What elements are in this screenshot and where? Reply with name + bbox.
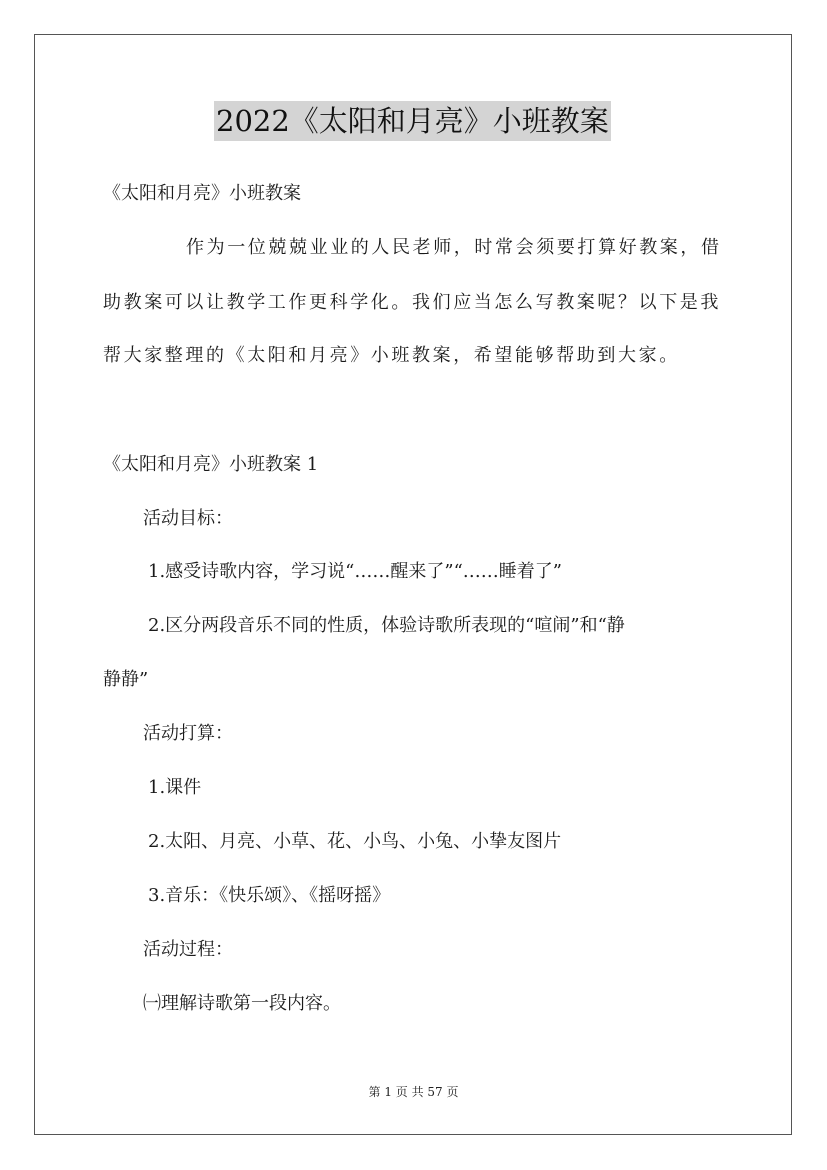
prep-item-2: 2.太阳、月亮、小草、花、小鸟、小兔、小挚友图片	[148, 831, 562, 852]
document-subtitle: 《太阳和月亮》小班教案	[103, 183, 301, 204]
section-heading: 《太阳和月亮》小班教案 1	[103, 454, 319, 475]
intro-line-1: 作为一位兢兢业业的人民老师，时常会须要打算好教案，借	[186, 237, 722, 258]
intro-line-2: 助教案可以让教学工作更科学化。我们应当怎么写教案呢？以下是我	[103, 292, 721, 313]
prep-item-3: 3.音乐：《快乐颂》、《摇呀摇》	[148, 885, 391, 906]
process-step-1: ㈠理解诗歌第一段内容。	[143, 993, 341, 1014]
prep-item-1: 1.课件	[148, 777, 202, 798]
process-label: 活动过程：	[143, 939, 233, 960]
goal-item-2: 2.区分两段音乐不同的性质，体验诗歌所表现的“喧闹”和“静	[148, 615, 625, 636]
page-footer: 第 1 页 共 57 页	[368, 1085, 459, 1099]
prep-label: 活动打算：	[143, 723, 233, 744]
goal-item-1: 1.感受诗歌内容，学习说“……醒来了”“……睡着了”	[148, 561, 562, 582]
goals-label: 活动目标：	[143, 508, 233, 529]
goal-item-2-continued: 静静”	[103, 669, 149, 690]
intro-line-3: 帮大家整理的《太阳和月亮》小班教案，希望能够帮助到大家。	[103, 345, 680, 366]
document-title: 2022《太阳和月亮》小班教案	[214, 101, 611, 141]
